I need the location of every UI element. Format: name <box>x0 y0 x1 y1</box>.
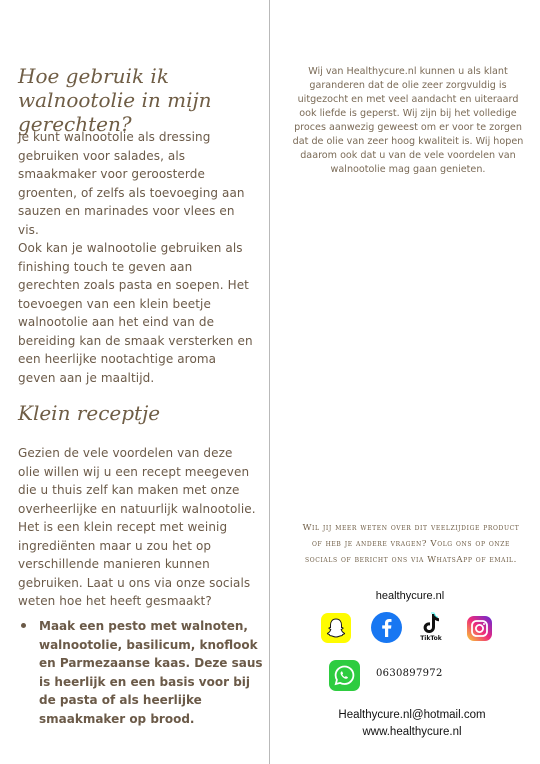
list-item <box>18 617 266 728</box>
phone-number[interactable]: 0630897972 <box>376 668 443 679</box>
quality-guarantee-text: Wij van Healthycure.nl kunnen u als klant garanderen dat de olie zeer zorgvuldig is uitgezocht en met veel aandacht en uiteraard ook liefde is geperst. Wij zijn bij het volledige proces aanwezig geweest om er voor te zorgen dat de olie van zeer hoog kwaliteit is. Wij hopen daarom ook dat u van de vele voordelen van walnootolie mag gaan genieten. <box>292 66 524 175</box>
tiktok-label: TikTok <box>420 635 442 642</box>
website-link[interactable]: www.healthycure.nl <box>362 726 462 738</box>
facebook-icon[interactable] <box>371 612 402 643</box>
paragraph-recipe-intro: Gezien de vele voordelen van deze olie willen wij u een recept meegeven die u thuis zelf kan maken met onze overheerlijke en natuurlijk walnootolie. Het is een klein recept met weinig ingrediënten maar u zou het op verschillende manieren kunnen gebruiken. Laat u ons via onze socials weten hoe het heeft gesmaakt? <box>18 446 256 608</box>
social-handle[interactable]: healthycure.nl <box>375 590 445 602</box>
recipe-bullet-list <box>18 617 266 728</box>
heading-small-recipe: Klein receptje <box>18 401 161 425</box>
tiktok-icon[interactable] <box>419 611 443 647</box>
instagram-icon[interactable] <box>467 616 492 641</box>
paragraph-how-to-use: Je kunt walnootolie als dressing gebruiken voor salades, als smaakmaker voor geroosterde groenten, of zelfs als toevoeging aan sauzen en marinades voor vlees en vis. Ook kan je walnootolie gebruiken als finishing touch te geven aan gerechten zoals pasta en soepen. Het toevoegen van een klein beetje walnootolie aan het eind van de bereiding kan de smaak versterken en een heerlijke nootachtige aroma geven aan je maaltijd. <box>18 130 253 385</box>
heading-how-to-use: Hoe gebruik ik walnootolie in mijn gerechten? <box>18 64 212 136</box>
whatsapp-icon[interactable] <box>329 660 360 691</box>
bullet-dot-icon <box>21 623 26 628</box>
email-link[interactable]: Healthycure.nl@hotmail.com <box>338 709 486 721</box>
snapchat-icon[interactable] <box>321 613 351 643</box>
column-divider <box>269 0 270 764</box>
contact-call-to-action: Wil jij meer weten over dit veelzijdige product of heb je andere vragen? Volg ons op onze socials of bericht ons via WhatsApp of email. <box>302 523 520 565</box>
recipe-bullet-text: Maak een pesto met walnoten, walnootolie, basilicum, knoflook en Parmezaanse kaas. Deze saus is heerlijk en een basis voor bij de pasta of als heerlijke smaakmaker op brood. <box>39 619 263 726</box>
